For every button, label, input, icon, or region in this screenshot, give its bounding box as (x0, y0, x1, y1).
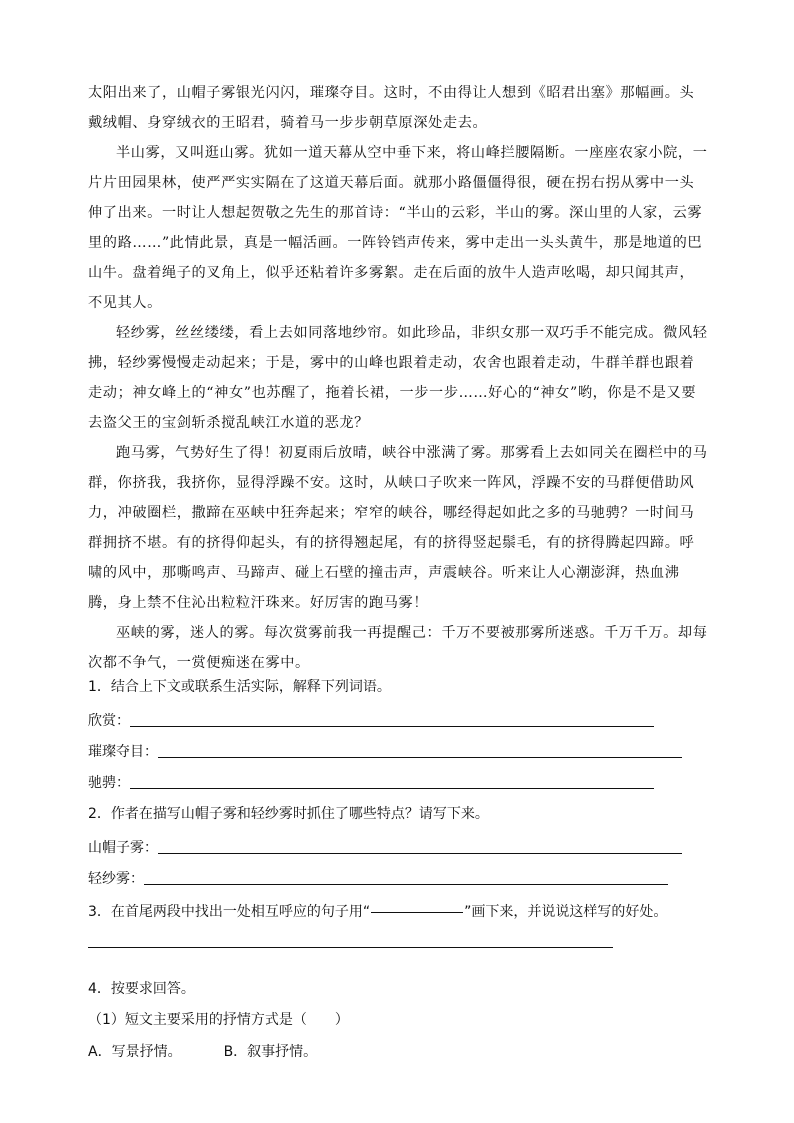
answer-line[interactable] (130, 788, 654, 789)
q1-answer-row-1 (88, 702, 708, 733)
q2-item-label: 山帽子雾： (88, 840, 158, 856)
underline-sample (371, 912, 463, 913)
answer-line[interactable] (130, 726, 654, 727)
q1-answer-row-2 (88, 733, 708, 764)
question-4-sub-1: （1）短文主要采用的抒情方式是（ ） (88, 1012, 349, 1028)
question-4-title: 4．按要求回答。 (88, 981, 195, 997)
q2-answer-row-1 (88, 829, 708, 860)
reading-passage (88, 78, 708, 678)
q1-term-label: 驰骋： (88, 775, 130, 791)
question-2-title: 2．作者在描写山帽子雾和轻纱雾时抓住了哪些特点？请写下来。 (88, 806, 489, 822)
q1-answer-row-3 (88, 764, 708, 795)
q1-term-label: 璀璨夺目： (88, 744, 158, 760)
question-1-title: 1．结合上下文或联系生活实际，解释下列词语。 (88, 679, 391, 695)
q2-item-label: 轻纱雾： (88, 871, 144, 887)
q1-term-label: 欣赏： (88, 713, 130, 729)
q3-text-before: 3．在首尾两段中找出一处相互呼应的句子用“ (88, 904, 371, 920)
passage-paragraph-4: 跑马雾，气势好生了得！初夏雨后放晴，峡谷中涨满了雾。那雾看上去如同关在圈栏中的马群，你挤我，我挤你，显得浮躁不安。这时，从峡口子吹来一阵风，浮躁不安的马群便借助风力，冲破圈栏，撒蹄在巫峡中狂奔起来；窄窄的峡谷，哪经得起如此之多的马驰骋？一时间马群拥挤不堪。有的挤得仰起头，有的挤得翘起尾，有的挤得竖起鬃毛，有的挤得腾起四蹄。呼啸的风中，那嘶鸣声、马蹄声、碰上石壁的撞击声，声震峡谷。听来让人心潮澎湃，热血沸腾，身上禁不住沁出粒粒汗珠来。好厉害的跑马雾！ (88, 445, 708, 611)
passage-paragraph-3: 轻纱雾，丝丝缕缕，看上去如同落地纱帘。如此珍品，非织女那一双巧手不能完成。微风轻拂，轻纱雾慢慢走动起来；于是，雾中的山峰也跟着走动，农舍也跟着走动，牛群羊群也跟着走动；神女峰上的“神女”也苏醒了，拖着长裙，一步一步……好心的“神女”哟，你是不是又要去盗父王的宝剑斩杀搅乱峡江水道的恶龙？ (88, 325, 708, 431)
q2-answer-row-2 (88, 860, 708, 891)
q4-options (88, 1036, 708, 1068)
q3-answer-line[interactable] (88, 947, 613, 948)
question-3-title (88, 897, 708, 927)
option-b[interactable]: B．叙事抒情。 (223, 1044, 318, 1060)
option-a[interactable]: A．写景抒情。 (88, 1044, 182, 1060)
answer-line[interactable] (144, 884, 668, 885)
question-section (88, 672, 708, 1068)
answer-line[interactable] (158, 853, 682, 854)
passage-paragraph-1: 太阳出来了，山帽子雾银光闪闪，璀璨夺目。这时，不由得让人想到《昭君出塞》那幅画。头戴绒帽、身穿绒衣的王昭君，骑着马一步步朝草原深处走去。 (88, 85, 695, 131)
passage-paragraph-5: 巫峡的雾，迷人的雾。每次赏雾前我一再提醒己：千万不要被那雾所迷惑。千万千万。却每次都不争气，一赏便痴迷在雾中。 (88, 625, 708, 671)
answer-line[interactable] (158, 757, 682, 758)
q3-text-after: ”画下来，并说说这样写的好处。 (464, 904, 668, 920)
passage-paragraph-2: 半山雾，又叫逛山雾。犹如一道天幕从空中垂下来，将山峰拦腰隔断。一座座农家小院，一片片田园果林，使严严实实隔在了这道天幕后面。就那小路僵僵得很，硬在拐右拐从雾中一头伸了出来。一时让人想起贺敬之先生的那首诗：“半山的云彩，半山的雾。深山里的人家，云雾里的路……”此情此景，真是一幅活画。一阵铃铛声传来，雾中走出一头头黄牛，那是地道的巴山牛。盘着绳子的叉角上，似乎还粘着许多雾絮。走在后面的放牛人造声吆喝，却只闻其声，不见其人。 (88, 145, 708, 311)
